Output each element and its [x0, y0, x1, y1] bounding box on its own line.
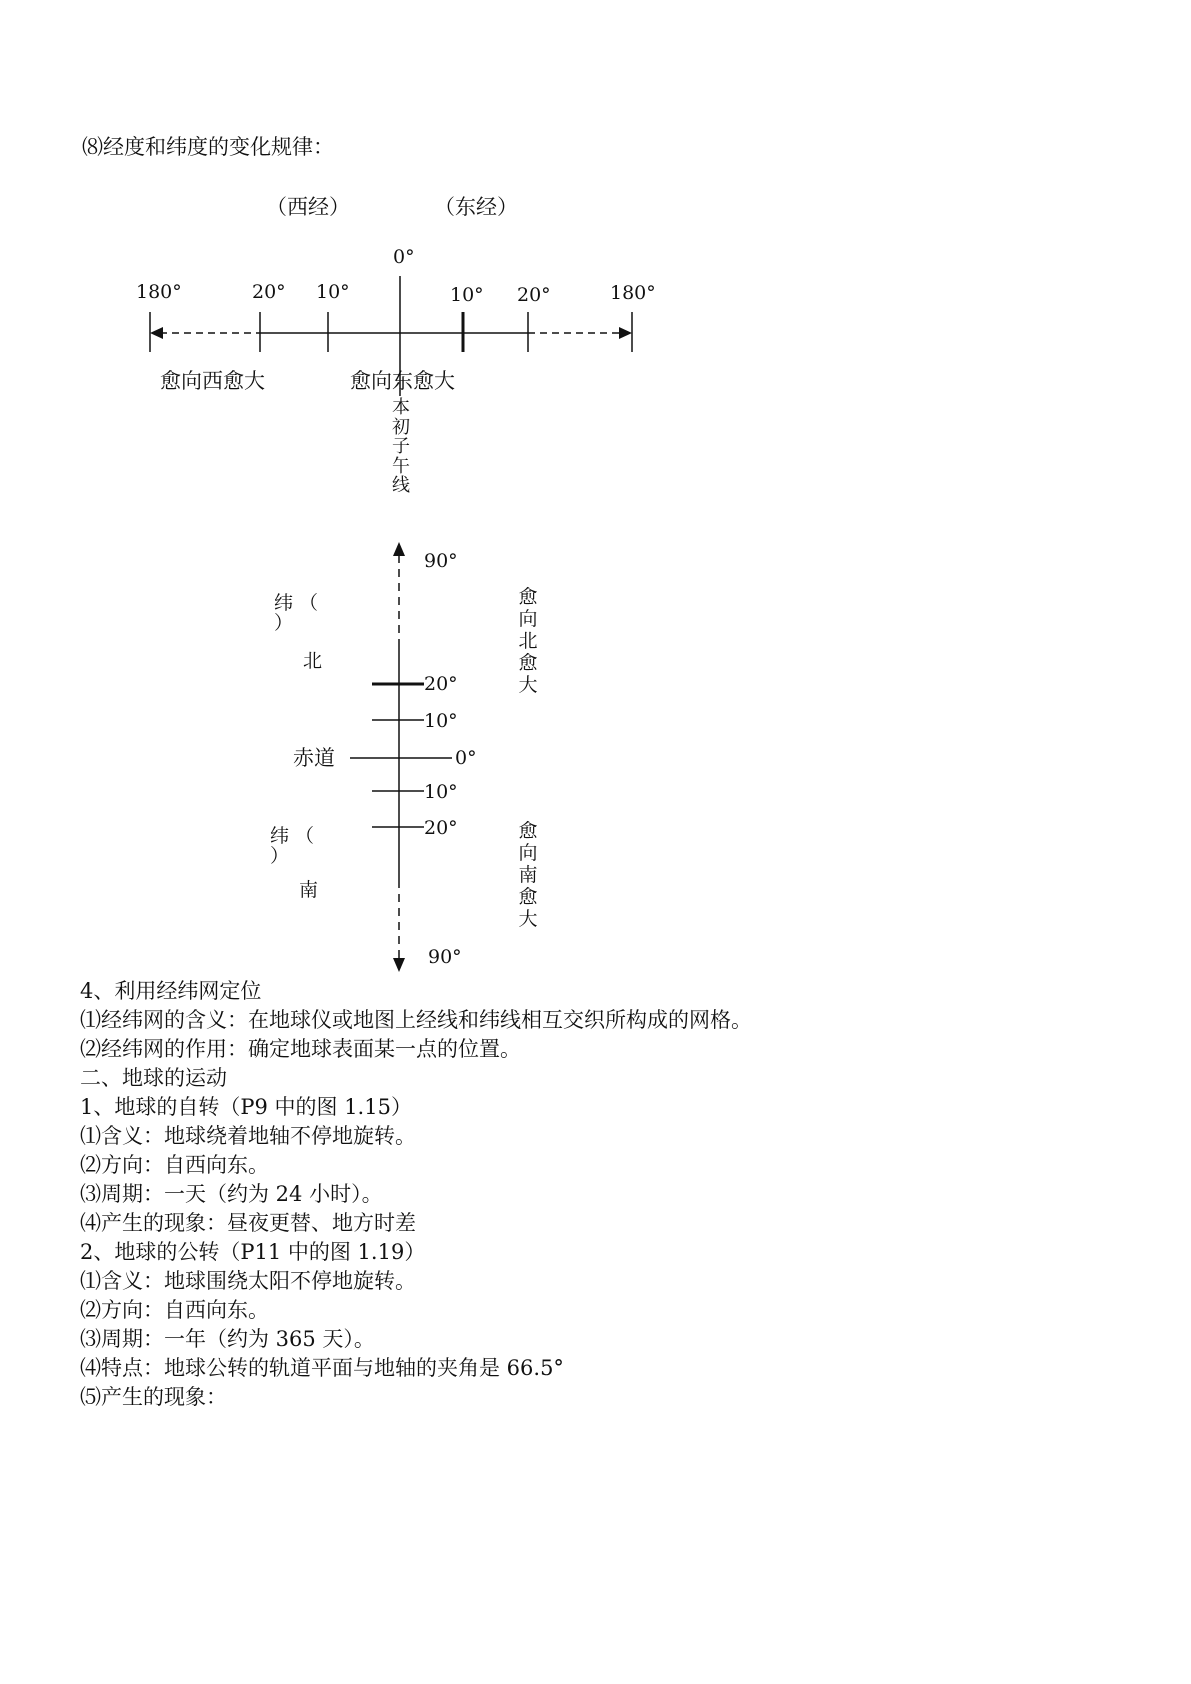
north-arrow-icon [393, 542, 405, 556]
zero-longitude-label: 0° [393, 246, 415, 268]
text-line: ⑶周期：一年（约为 365 天）。 [80, 1327, 375, 1351]
text-line: 二、地球的运动 [80, 1066, 227, 1090]
text-line: ⑷特点：地球公转的轨道平面与地轴的夹角是 66.5° [80, 1356, 564, 1380]
text-line: ⑴含义：地球围绕太阳不停地旋转。 [80, 1269, 416, 1293]
text-line: ⑶周期：一天（约为 24 小时）。 [80, 1182, 383, 1206]
west-increase-note: 愈向西愈大 [160, 369, 265, 393]
tick-label-south-10: 10° [424, 781, 458, 803]
south-latitude-label-line1: 纬 （ [270, 825, 315, 847]
text-line: ⑷产生的现象：昼夜更替、地方时差 [80, 1211, 416, 1235]
text-line: ⑴含义：地球绕着地轴不停地旋转。 [80, 1124, 416, 1148]
text-line: ⑵经纬网的作用：确定地球表面某一点的位置。 [80, 1037, 521, 1061]
tick-label-west-20: 20° [252, 281, 286, 303]
north-latitude-label-line2: ） [274, 612, 294, 634]
north-latitude-label-line1: 纬 （ [274, 592, 319, 614]
tick-label-north-10: 10° [424, 710, 458, 732]
north-increase-note: 愈向北愈大 [518, 586, 538, 696]
text-line: ⑸产生的现象： [80, 1385, 227, 1409]
east-increase-note: 愈向东愈大 [350, 369, 455, 393]
south-pole-label: 90° [428, 946, 462, 968]
text-line: ⑵方向：自西向东。 [80, 1298, 269, 1322]
tick-label-west-10: 10° [316, 281, 350, 303]
north-word-label: 北 [303, 650, 323, 672]
section-heading: ⑻经度和纬度的变化规律： [82, 135, 334, 159]
east-longitude-label: （东经） [434, 195, 518, 219]
text-line: ⑵方向：自西向东。 [80, 1153, 269, 1177]
south-increase-note: 愈向南愈大 [518, 820, 538, 930]
tick-label-north-20: 20° [424, 673, 458, 695]
south-word-label: 南 [299, 879, 319, 901]
text-line: 4、利用经纬网定位 [80, 979, 262, 1003]
tick-label-east-180: 180° [610, 282, 656, 304]
south-arrow-icon [393, 958, 405, 972]
tick-label-east-20: 20° [517, 284, 551, 306]
tick-label-east-10: 10° [450, 284, 484, 306]
equator-label: 赤道 [293, 746, 335, 770]
equator-value-label: 0° [455, 747, 477, 769]
south-latitude-label-line2: ） [270, 845, 290, 867]
north-pole-label: 90° [424, 550, 458, 572]
text-line: 2、地球的公转（P11 中的图 1.19） [80, 1240, 426, 1264]
west-longitude-label: （西经） [266, 195, 350, 219]
tick-label-south-20: 20° [424, 817, 458, 839]
text-line: 1、地球的自转（P9 中的图 1.15） [80, 1095, 412, 1119]
prime-meridian-label: 本初子午线 [392, 397, 410, 496]
tick-label-west-180: 180° [136, 281, 182, 303]
text-line: ⑴经纬网的含义：在地球仪或地图上经线和纬线相互交织所构成的网格。 [80, 1008, 752, 1032]
